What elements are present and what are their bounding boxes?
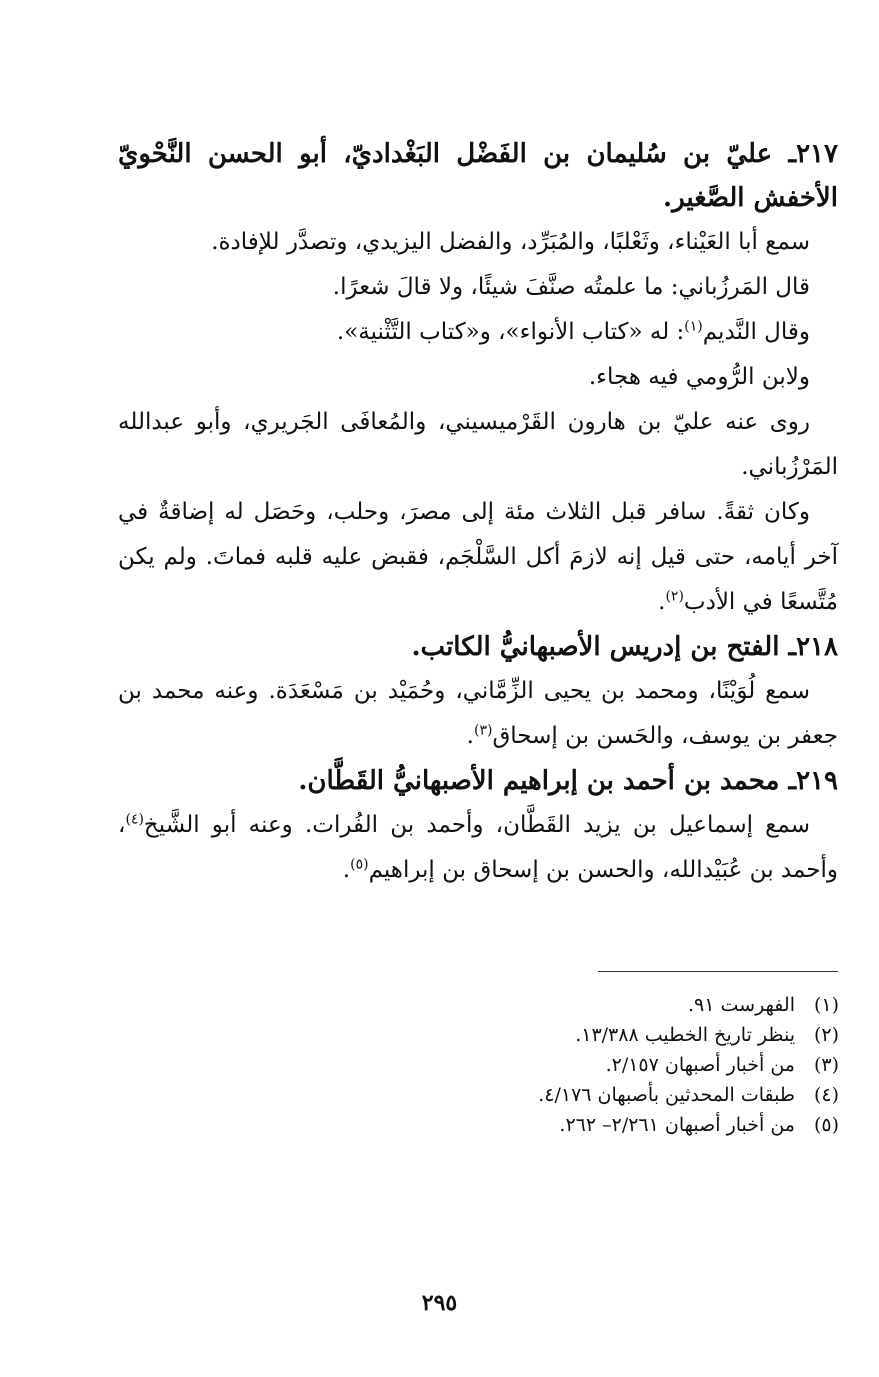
paragraph-text: ، وأحمد بن عُبَيْدالله، والحسن بن إسحاق بن إبراهيم — [118, 812, 838, 883]
paragraph-text: سمع إسماعيل بن يزيد القَطَّان، وأحمد بن الفُرات. وعنه أبو الشَّيخ — [143, 812, 810, 838]
footnote-number: (١) — [813, 994, 839, 1016]
entry-paragraph — [118, 803, 838, 893]
paragraph-text: . — [466, 723, 474, 749]
footnote-number: (٥) — [813, 1114, 839, 1136]
entry-heading: ٢١٩ـ محمد بن أحمد بن إبراهيم الأصبهانيُّ القَطَّان. — [298, 766, 838, 796]
entry-paragraph — [118, 310, 838, 355]
entry-218 — [118, 625, 838, 759]
footnotes — [239, 990, 839, 1140]
footnote-marker: (٤) — [125, 811, 144, 828]
entry-219 — [118, 759, 838, 893]
footnote-item — [239, 1110, 839, 1140]
footnote-text: الفهرست ٩١. — [687, 994, 795, 1016]
page-body — [118, 132, 838, 893]
entry-heading: ٢١٨ـ الفتح بن إدريس الأصبهانيُّ الكاتب. — [411, 632, 838, 662]
footnote-text: من أخبار أصبهان ٢/١٥٧. — [605, 1054, 795, 1076]
footnote-marker: (٥) — [350, 856, 369, 873]
entry-paragraph: سمع أبا العَيْناء، وثَعْلبًا، والمُبَرِّد، والفضل اليزيدي، وتصدَّر للإفادة. — [211, 229, 810, 255]
footnote-text: من أخبار أصبهان ٢/٢٦١– ٢٦٢. — [559, 1114, 795, 1136]
paragraph-text: . — [342, 857, 351, 883]
entry-paragraph: روى عنه عليّ بن هارون القَرْميسيني، والمُعافَى الجَريري، وأبو عبدالله المَرْزُباني. — [118, 409, 838, 480]
paragraph-text: وكان ثقةً. سافر قبل الثلاث مئة إلى مصرَ، وحلب، وحَصَل له إضاقةٌ في آخر أيامه، حتى قيل إنه لازمَ أكل السَّلْجَم، فقبض عليه قلبه فماتَ. ولم يكن مُتَّسعًا في الأدب — [118, 499, 838, 615]
entry-heading: ٢١٧ـ عليّ بن سُليمان بن الفَضْل البَغْداديّ، أبو الحسن النَّحْويّ الأخفش الصَّغير. — [118, 139, 838, 213]
footnote-number: (٤) — [813, 1084, 839, 1106]
entry-paragraph — [118, 490, 838, 625]
footnote-item — [239, 1080, 839, 1110]
footnote-item — [239, 1050, 839, 1080]
footnote-number: (٢) — [813, 1024, 839, 1046]
footnote-separator — [598, 971, 838, 972]
paragraph-text: سمع لُوَيْنًا، ومحمد بن يحيى الزِّمَّاني، وحُمَيْد بن مَسْعَدَة. وعنه محمد بن جعفر بن يوسف، والحَسن بن إسحاق — [118, 678, 838, 749]
paragraph-text: وقال النَّديم — [702, 319, 810, 345]
entry-217 — [118, 132, 838, 625]
footnote-marker: (١) — [684, 318, 703, 335]
footnote-marker: (٢) — [665, 588, 684, 605]
paragraph-text: . — [658, 589, 666, 615]
footnote-marker: (٣) — [473, 722, 493, 739]
page-number: ٢٩٥ — [421, 1290, 458, 1316]
footnote-text: طبقات المحدثين بأصبهان ٤/١٧٦. — [538, 1084, 795, 1106]
entry-paragraph: قال المَرزُباني: ما علمتُه صنَّفَ شيئًا، ولا قالَ شعرًا. — [332, 274, 810, 300]
footnote-number: (٣) — [813, 1054, 839, 1076]
paragraph-text: : له «كتاب الأنواء»، و«كتاب التَّثْنية». — [336, 319, 685, 345]
footnote-item — [239, 1020, 839, 1050]
entry-paragraph — [118, 669, 838, 759]
footnote-item — [239, 990, 839, 1020]
footnote-text: ينظر تاريخ الخطيب ١٣/٣٨٨. — [575, 1024, 795, 1046]
entry-paragraph: ولابن الرُّومي فيه هجاء. — [588, 364, 810, 390]
